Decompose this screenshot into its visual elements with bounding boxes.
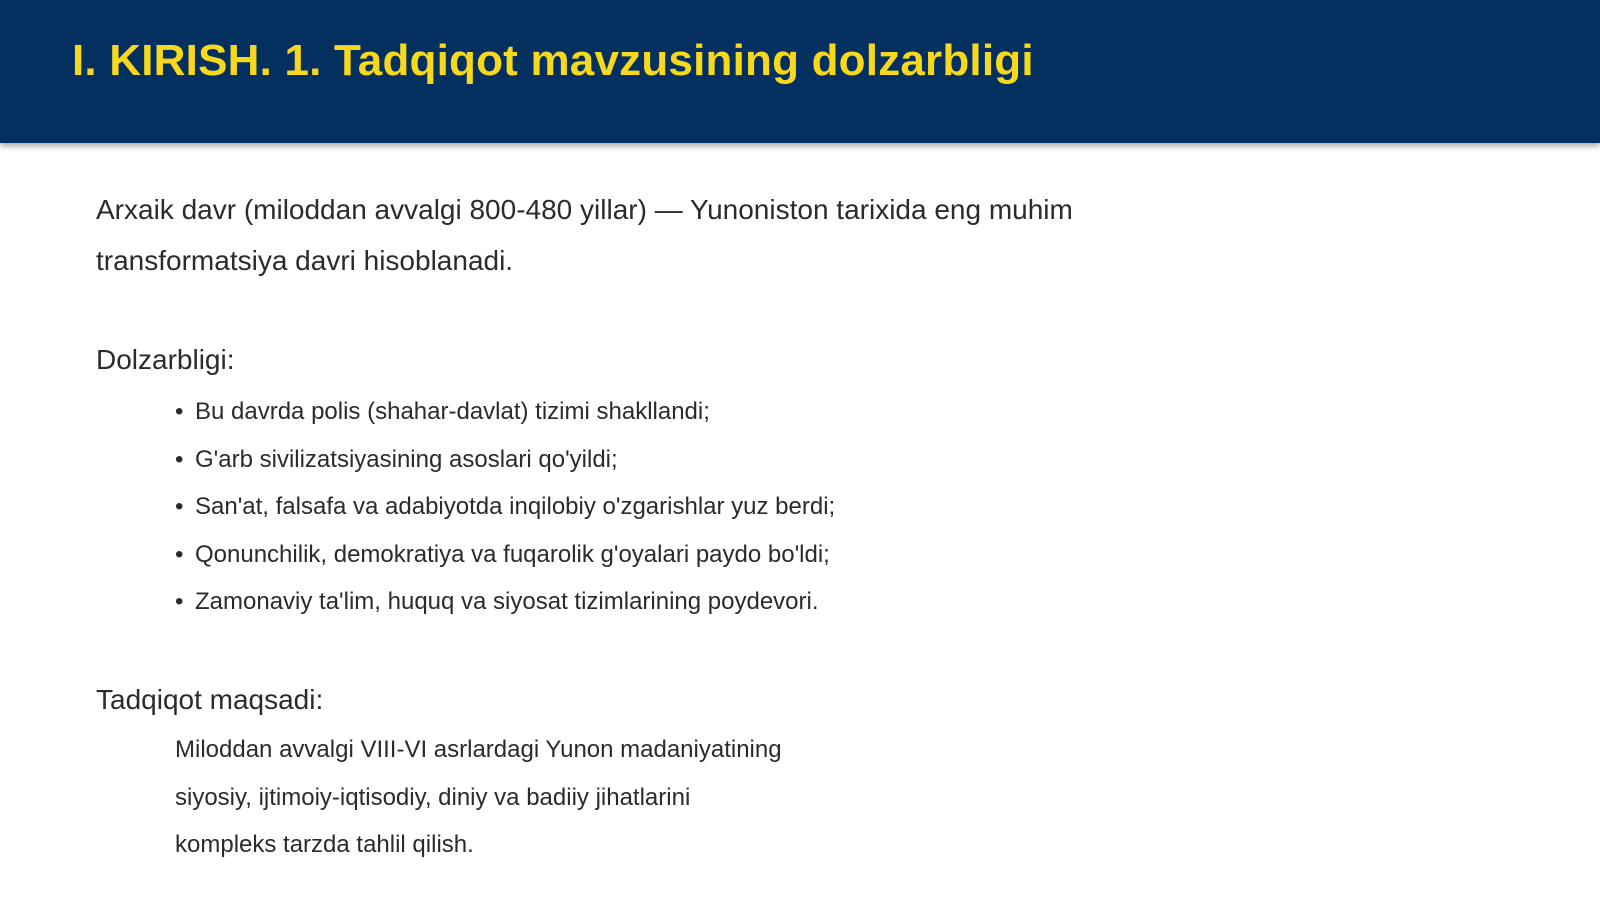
list-item: [175, 531, 835, 579]
dolzarbligi-list: [175, 388, 835, 626]
list-item-text: Qonunchilik, demokratiya va fuqarolik g'oyalari paydo bo'ldi;: [195, 540, 830, 568]
dolzarbligi-label: Dolzarbligi:: [96, 344, 235, 375]
list-item: [175, 578, 835, 626]
bullet-dot: •: [175, 540, 184, 568]
list-item-text: Zamonaviy ta'lim, huquq va siyosat tizimlarining poydevori.: [195, 588, 819, 615]
maqsad-label: Tadqiqot maqsadi:: [96, 684, 324, 715]
intro-paragraph: Arxaik davr (miloddan avvalgi 800-480 yillar) — Yunoniston tarixida eng muhim transformatsiya davri hisoblanadi.: [96, 194, 1073, 276]
list-item-text: Bu davrda polis (shahar-davlat) tizimi shakllandi;: [195, 398, 710, 425]
list-item-text: G'arb sivilizatsiyasining asoslari qo'yildi;: [195, 445, 618, 473]
maqsad-line: Miloddan avvalgi VIII-VI asrlardagi Yunon madaniyatining: [175, 736, 782, 763]
bullet-dot: •: [175, 493, 184, 520]
maqsad-line: kompleks tarzda tahlil qilish.: [175, 831, 474, 858]
list-item-text: San'at, falsafa va adabiyotda inqilobiy o'zgarishlar yuz berdi;: [195, 493, 836, 520]
bullet-dot: •: [175, 445, 184, 473]
header-bar: [0, 0, 1600, 143]
slide-title: I. KIRISH. 1. Tadqiqot mavzusining dolzarbligi: [72, 36, 1034, 85]
list-item: [175, 483, 835, 531]
maqsad-line: siyosiy, ijtimoiy-iqtisodiy, diniy va badiiy jihatlarini: [175, 783, 691, 811]
bullet-dot: •: [175, 588, 184, 615]
bullet-dot: •: [175, 398, 184, 425]
list-item: [175, 436, 835, 484]
maqsad-text: [175, 726, 782, 869]
list-item: [175, 388, 835, 436]
